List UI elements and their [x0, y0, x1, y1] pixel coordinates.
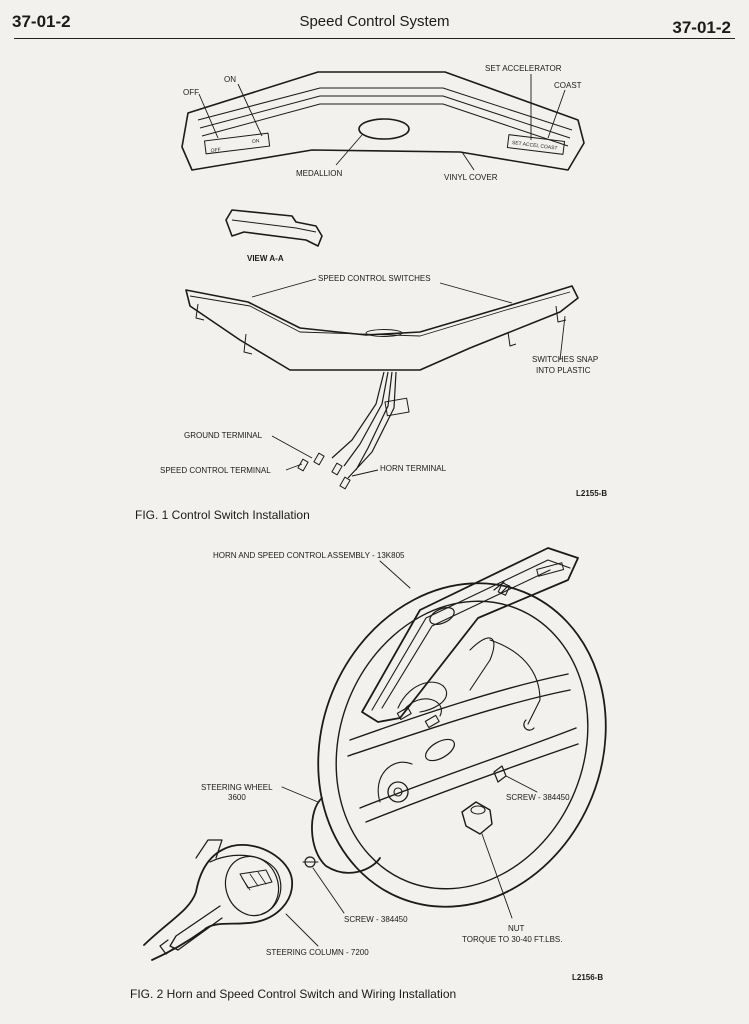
label-nut-1: NUT — [508, 924, 525, 933]
label-speed-control-switches: SPEED CONTROL SWITCHES — [318, 274, 431, 283]
figure-2-code: L2156-B — [572, 973, 604, 982]
steering-hub — [312, 798, 380, 873]
label-medallion: MEDALLION — [296, 169, 343, 178]
figure-1-code: L2155-B — [576, 489, 608, 498]
page-number-left: 37-01-2 — [12, 12, 71, 31]
horn-pad-outline — [182, 72, 584, 170]
label-off: OFF — [183, 88, 199, 97]
label-steering-wheel-2: 3600 — [228, 793, 246, 802]
label-steering-wheel-1: STEERING WHEEL — [201, 783, 273, 792]
figure-2-caption: FIG. 2 Horn and Speed Control Switch and Wiring Installation — [130, 987, 457, 1001]
nut-shape — [462, 802, 492, 834]
label-speed-control-terminal: SPEED CONTROL TERMINAL — [160, 466, 271, 475]
label-switches-snap-1: SWITCHES SNAP — [532, 355, 599, 364]
switch-on-text: ON — [251, 138, 260, 146]
steering-column-shape — [144, 845, 292, 960]
label-view-aa: VIEW A-A — [247, 254, 284, 263]
label-screw-bottom: SCREW - 384450 — [344, 915, 408, 924]
view-aa-part — [226, 210, 322, 246]
label-coast: COAST — [554, 81, 582, 90]
horn-pad-inner-band — [198, 88, 572, 130]
wire-harness — [332, 372, 396, 478]
switch-frame-outline — [186, 286, 578, 370]
screw-right-shape — [494, 766, 506, 782]
steering-center-boss — [388, 782, 408, 802]
label-nut-2: TORQUE TO 30-40 FT.LBS. — [462, 935, 563, 944]
figure-1-caption: FIG. 1 Control Switch Installation — [135, 508, 310, 522]
switch-set-text: SET ACCEL COAST — [511, 140, 558, 152]
label-ground-terminal: GROUND TERMINAL — [184, 431, 263, 440]
label-steering-column: STEERING COLUMN - 7200 — [266, 948, 369, 957]
label-set-accelerator: SET ACCELERATOR — [485, 64, 562, 73]
page-title: Speed Control System — [299, 13, 450, 30]
figure-2-illustration — [0, 540, 749, 985]
label-switches-snap-2: INTO PLASTIC — [536, 366, 591, 375]
page-number-right: 37-01-2 — [672, 18, 731, 37]
wheel-wiring — [398, 638, 540, 724]
label-horn-terminal: HORN TERMINAL — [380, 464, 447, 473]
label-screw-right: SCREW - 384450 — [506, 793, 570, 802]
label-assembly: HORN AND SPEED CONTROL ASSEMBLY - 13K805 — [213, 551, 405, 560]
label-vinyl-cover: VINYL COVER — [444, 173, 498, 182]
switch-off-text: OFF — [210, 147, 222, 155]
label-on: ON — [224, 75, 236, 84]
medallion-shape — [359, 119, 409, 139]
